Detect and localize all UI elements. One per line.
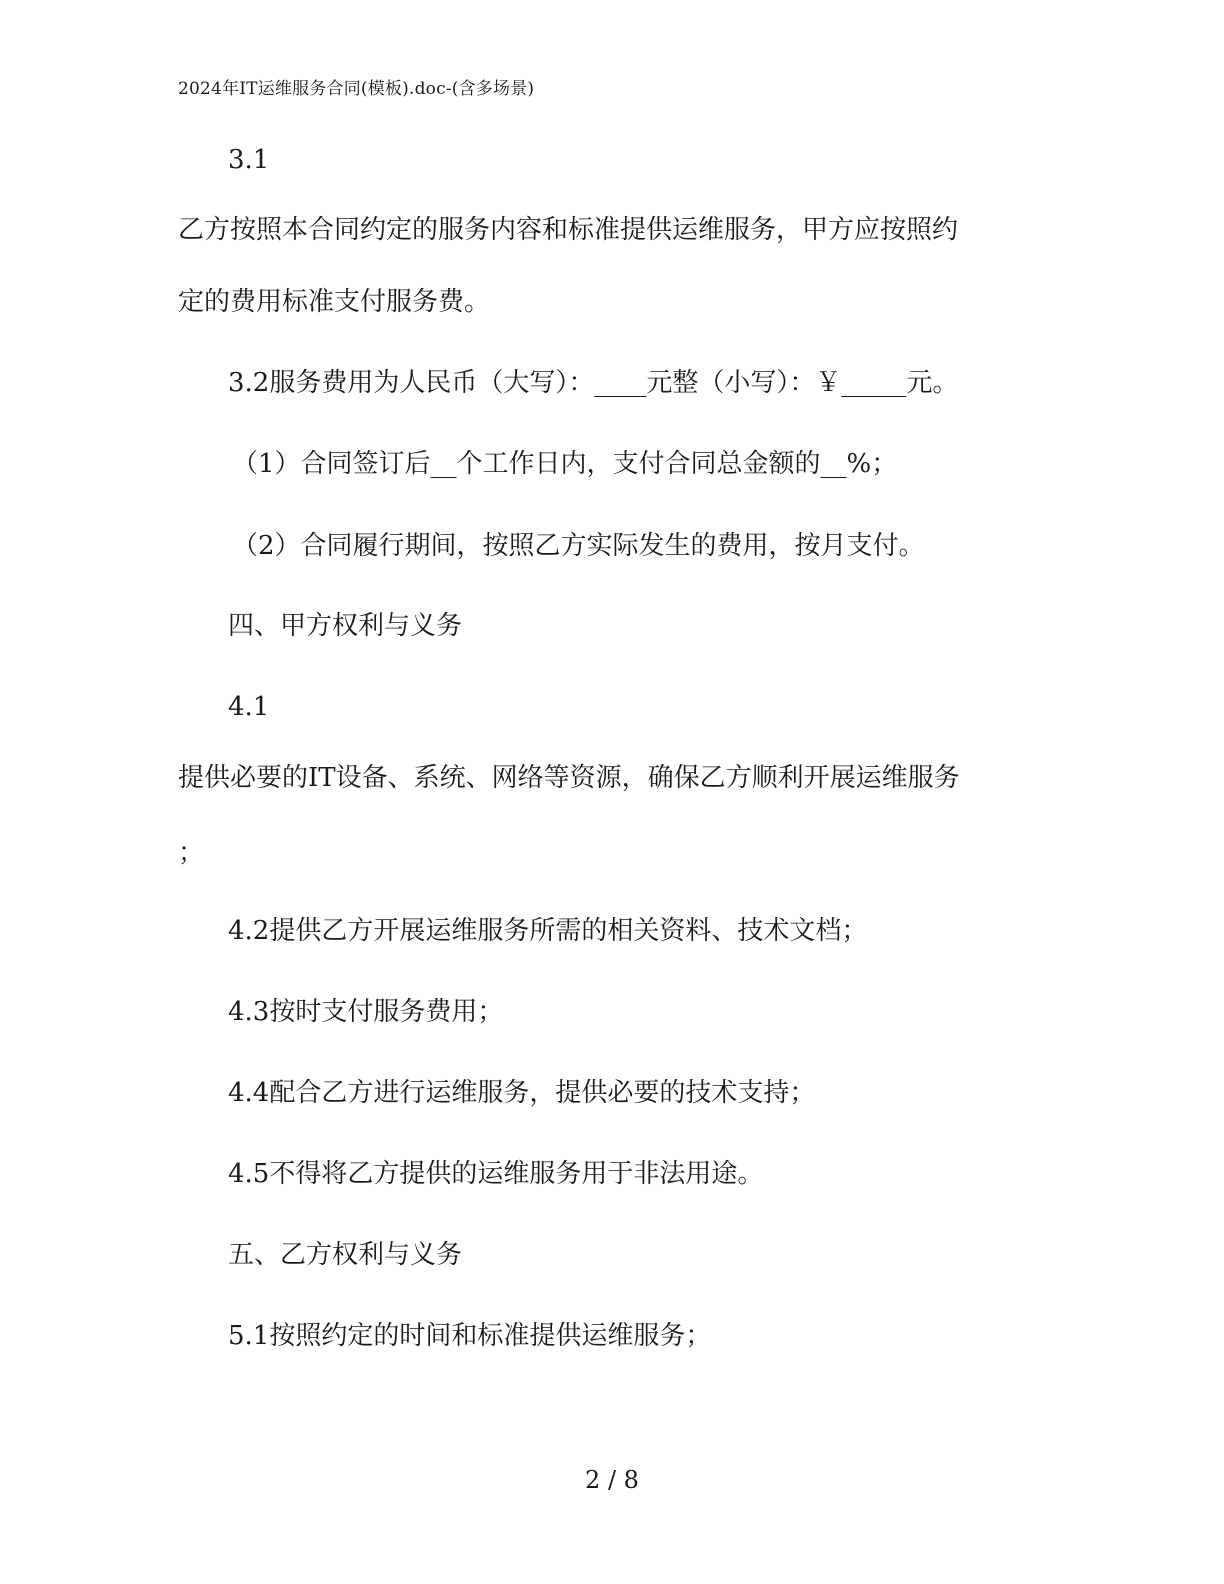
clause-4-3-text: 4.3按时支付服务费用； (228, 997, 504, 1027)
clause-4-1-text-line-1: 提供必要的IT设备、系统、网络等资源，确保乙方顺利开展运维服务 (178, 763, 960, 793)
clause-4-2-text: 4.2提供乙方开展运维服务所需的相关资料、技术文档； (228, 916, 868, 946)
clause-3-1-text-line-2: 定的费用标准支付服务费。 (178, 287, 491, 317)
clause-5-1-text: 5.1按照约定的时间和标准提供运维服务； (228, 1321, 712, 1351)
clause-3-2-item-1: （1）合同签订后__个工作日内，支付合同总金额的__%； (232, 449, 898, 479)
clause-3-2-item-2: （2）合同履行期间，按照乙方实际发生的费用，按月支付。 (232, 531, 925, 561)
section-5-heading: 五、乙方权利与义务 (228, 1240, 463, 1270)
clause-4-1-number: 4.1 (228, 692, 270, 722)
document-header-title: 2024年IT运维服务合同(模板).doc-(含多场景) (178, 79, 535, 99)
clause-4-1-text-line-2: ； (178, 838, 205, 868)
clause-4-4-text: 4.4配合乙方进行运维服务，提供必要的技术支持； (228, 1078, 816, 1108)
clause-3-1-text-line-1: 乙方按照本合同约定的服务内容和标准提供运维服务，甲方应按照约 (178, 215, 959, 245)
clause-3-2-text: 3.2服务费用为人民币（大写）：____元整（小写）：￥_____元。 (228, 368, 959, 398)
section-4-heading: 四、甲方权利与义务 (228, 611, 463, 641)
clause-3-1-number: 3.1 (228, 145, 270, 175)
clause-4-5-text: 4.5不得将乙方提供的运维服务用于非法用途。 (228, 1159, 764, 1189)
page-number: 2 / 8 (585, 1466, 639, 1494)
